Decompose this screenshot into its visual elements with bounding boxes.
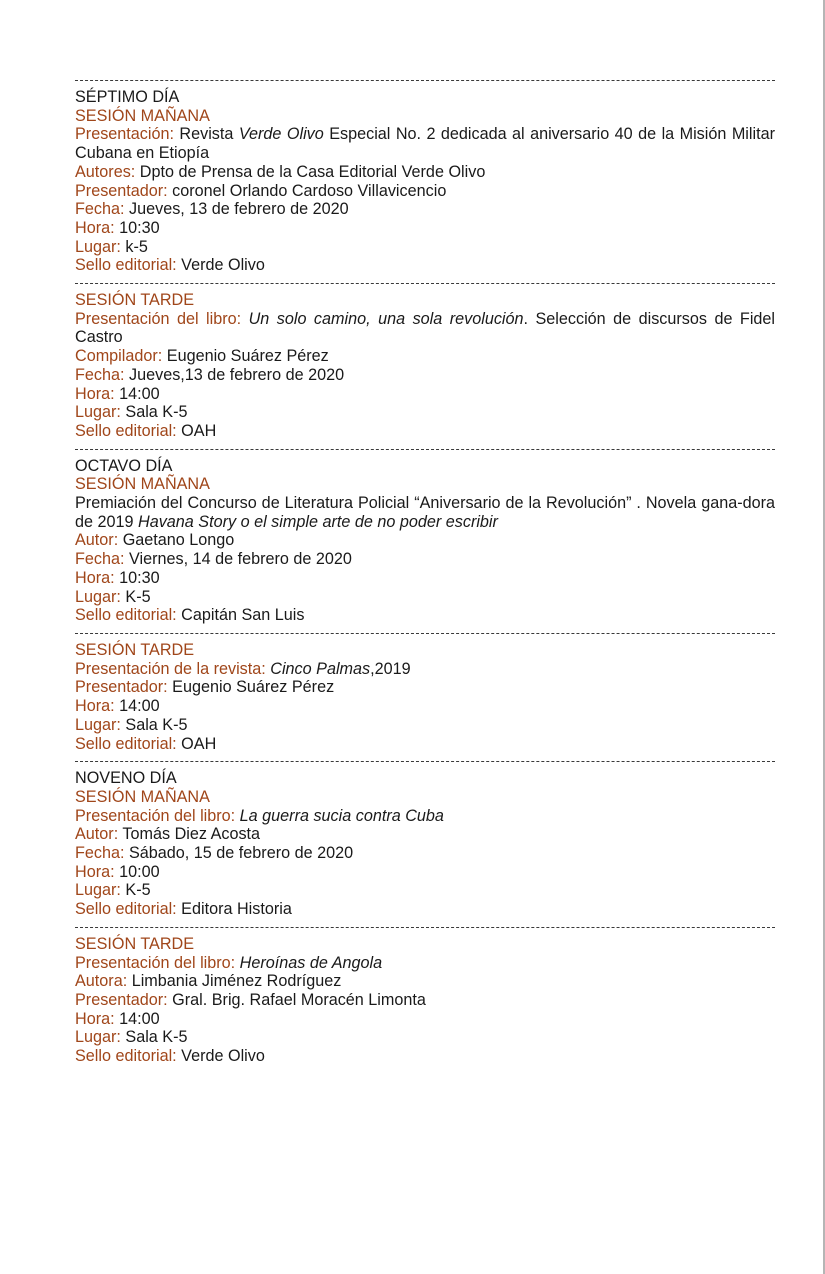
detail-value: 10:00 bbox=[114, 862, 160, 881]
detail-value: Limbania Jiménez Rodríguez bbox=[127, 972, 342, 991]
detail-label: Autora: bbox=[75, 972, 128, 991]
detail-label: Lugar: bbox=[75, 715, 121, 734]
detail-label: Lugar: bbox=[75, 237, 121, 256]
detail-line bbox=[75, 219, 775, 238]
detail-label: Hora: bbox=[75, 384, 115, 403]
detail-value bbox=[241, 310, 248, 328]
detail-label: Autor: bbox=[75, 825, 119, 844]
detail-label: Sello editorial: bbox=[75, 900, 177, 919]
detail-label: Presentación del libro: bbox=[75, 806, 236, 825]
detail-label: Compilador: bbox=[75, 347, 163, 366]
title-italic: La guerra sucia contra Cuba bbox=[239, 806, 444, 825]
detail-value: Revista bbox=[173, 125, 239, 144]
detail-label: Sello editorial: bbox=[75, 734, 177, 753]
detail-line bbox=[75, 163, 775, 182]
detail-line bbox=[75, 182, 775, 201]
detail-label: Sello editorial: bbox=[75, 256, 177, 275]
detail-line bbox=[75, 256, 775, 275]
detail-label: Fecha: bbox=[75, 550, 125, 569]
session-heading: SESIÓN TARDE bbox=[75, 291, 195, 310]
detail-value: Sala K-5 bbox=[120, 403, 188, 422]
detail-label: Autores: bbox=[75, 162, 136, 181]
detail-line bbox=[75, 954, 775, 973]
dashed-separator bbox=[75, 633, 775, 634]
detail-line bbox=[75, 588, 775, 607]
detail-label: Sello editorial: bbox=[75, 421, 177, 440]
title-italic: Heroínas de Angola bbox=[239, 953, 383, 972]
detail-label: Presentación del libro: bbox=[75, 309, 242, 328]
detail-value: 14:00 bbox=[114, 1009, 160, 1028]
detail-label: Presentador: bbox=[75, 990, 168, 1009]
session-heading: SESIÓN MAÑANA bbox=[75, 475, 210, 494]
detail-label: Fecha: bbox=[75, 365, 125, 384]
detail-value: Gaetano Longo bbox=[118, 531, 235, 550]
detail-line bbox=[75, 881, 775, 900]
title-italic: Verde Olivo bbox=[238, 125, 324, 144]
detail-value: Jueves,13 de febrero de 2020 bbox=[124, 365, 345, 384]
detail-line bbox=[75, 735, 775, 754]
detail-value: 10:30 bbox=[114, 568, 160, 587]
detail-value: Jueves, 13 de febrero de 2020 bbox=[124, 200, 349, 219]
session-heading: SESIÓN MAÑANA bbox=[75, 787, 210, 806]
day-heading: NOVENO DÍA bbox=[75, 769, 177, 788]
detail-value: Verde Olivo bbox=[176, 256, 265, 275]
detail-line bbox=[75, 660, 775, 679]
detail-value: K-5 bbox=[120, 881, 151, 900]
detail-line bbox=[75, 716, 775, 735]
detail-label: Hora: bbox=[75, 218, 115, 237]
detail-label: Hora: bbox=[75, 568, 115, 587]
detail-label: Presentador: bbox=[75, 181, 168, 200]
detail-value: Tomás Diez Acosta bbox=[118, 825, 261, 844]
dashed-separator bbox=[75, 761, 775, 762]
detail-line bbox=[75, 494, 775, 531]
detail-label: Lugar: bbox=[75, 1028, 121, 1047]
dashed-separator bbox=[75, 449, 775, 450]
detail-line bbox=[75, 972, 775, 991]
event-program bbox=[75, 72, 775, 1066]
detail-value: Capitán San Luis bbox=[176, 606, 305, 625]
detail-line bbox=[75, 200, 775, 219]
detail-value: ,2019 bbox=[370, 659, 411, 678]
detail-value: OAH bbox=[176, 421, 217, 440]
detail-line bbox=[75, 310, 775, 347]
session-heading: SESIÓN MAÑANA bbox=[75, 106, 210, 125]
detail-value: k-5 bbox=[120, 237, 148, 256]
detail-line bbox=[75, 347, 775, 366]
detail-line bbox=[75, 1047, 775, 1066]
detail-line bbox=[75, 422, 775, 441]
detail-value: Viernes, 14 de febrero de 2020 bbox=[124, 550, 352, 569]
detail-value: 14:00 bbox=[114, 697, 160, 716]
detail-line bbox=[75, 403, 775, 422]
detail-line bbox=[75, 125, 775, 162]
dashed-separator bbox=[75, 80, 775, 81]
detail-line bbox=[75, 807, 775, 826]
detail-value: Gral. Brig. Rafael Moracén Limonta bbox=[167, 990, 426, 1009]
detail-value: Editora Historia bbox=[176, 900, 292, 919]
detail-line bbox=[75, 385, 775, 404]
day-heading: SÉPTIMO DÍA bbox=[75, 88, 180, 106]
detail-value: Especial No. 2 dedicada al aniversario 40 de la Misión Militar Cubana en Etiopía bbox=[75, 125, 775, 163]
session-heading: SESIÓN TARDE bbox=[75, 934, 195, 953]
detail-label: Lugar: bbox=[75, 403, 121, 422]
detail-label: Presentación de la revista: bbox=[75, 659, 266, 678]
detail-value: Premiación del Concurso de Literatura Policial “Aniversario de la Revolución” . Novela gana-dora de 2019 bbox=[75, 494, 775, 531]
title-italic: Cinco Palmas bbox=[270, 659, 371, 678]
detail-value: Eugenio Suárez Pérez bbox=[162, 347, 329, 366]
detail-value: 14:00 bbox=[114, 384, 160, 403]
detail-value: K-5 bbox=[120, 587, 151, 606]
detail-line bbox=[75, 697, 775, 716]
detail-label: Presentación: bbox=[75, 125, 174, 144]
detail-value: Sala K-5 bbox=[120, 715, 188, 734]
detail-value: 10:30 bbox=[114, 218, 160, 237]
detail-label: Presentador: bbox=[75, 678, 168, 697]
detail-label: Fecha: bbox=[75, 200, 125, 219]
detail-line bbox=[75, 863, 775, 882]
detail-label: Lugar: bbox=[75, 881, 121, 900]
detail-line bbox=[75, 844, 775, 863]
detail-label: Sello editorial: bbox=[75, 606, 177, 625]
detail-value: Verde Olivo bbox=[176, 1047, 265, 1066]
detail-line bbox=[75, 825, 775, 844]
detail-value: coronel Orlando Cardoso Villavicencio bbox=[167, 181, 447, 200]
detail-line bbox=[75, 900, 775, 919]
detail-label: Fecha: bbox=[75, 844, 125, 863]
detail-line bbox=[75, 569, 775, 588]
detail-value: Sala K-5 bbox=[120, 1028, 188, 1047]
detail-label: Sello editorial: bbox=[75, 1047, 177, 1066]
dashed-separator bbox=[75, 283, 775, 284]
detail-label: Presentación del libro: bbox=[75, 953, 236, 972]
detail-label: Hora: bbox=[75, 697, 115, 716]
detail-line bbox=[75, 238, 775, 257]
detail-value: OAH bbox=[176, 734, 217, 753]
detail-label: Autor: bbox=[75, 531, 119, 550]
detail-line bbox=[75, 531, 775, 550]
detail-value: Sábado, 15 de febrero de 2020 bbox=[124, 844, 354, 863]
detail-line bbox=[75, 991, 775, 1010]
detail-label: Hora: bbox=[75, 862, 115, 881]
title-italic: Havana Story o el simple arte de no poder escribir bbox=[138, 512, 498, 531]
detail-line bbox=[75, 550, 775, 569]
detail-value: Dpto de Prensa de la Casa Editorial Verde Olivo bbox=[135, 162, 486, 181]
title-italic: Un solo camino, una sola revolución bbox=[248, 309, 524, 328]
detail-line bbox=[75, 1028, 775, 1047]
detail-label: Hora: bbox=[75, 1009, 115, 1028]
detail-line bbox=[75, 678, 775, 697]
session-heading: SESIÓN TARDE bbox=[75, 640, 195, 659]
detail-line bbox=[75, 606, 775, 625]
detail-value: . Selección de discursos de Fidel Castro bbox=[75, 309, 776, 347]
detail-label: Lugar: bbox=[75, 587, 121, 606]
dashed-separator bbox=[75, 927, 775, 928]
detail-line bbox=[75, 1010, 775, 1029]
day-heading: OCTAVO DÍA bbox=[75, 456, 173, 475]
detail-value: Eugenio Suárez Pérez bbox=[167, 678, 335, 697]
detail-line bbox=[75, 366, 775, 385]
